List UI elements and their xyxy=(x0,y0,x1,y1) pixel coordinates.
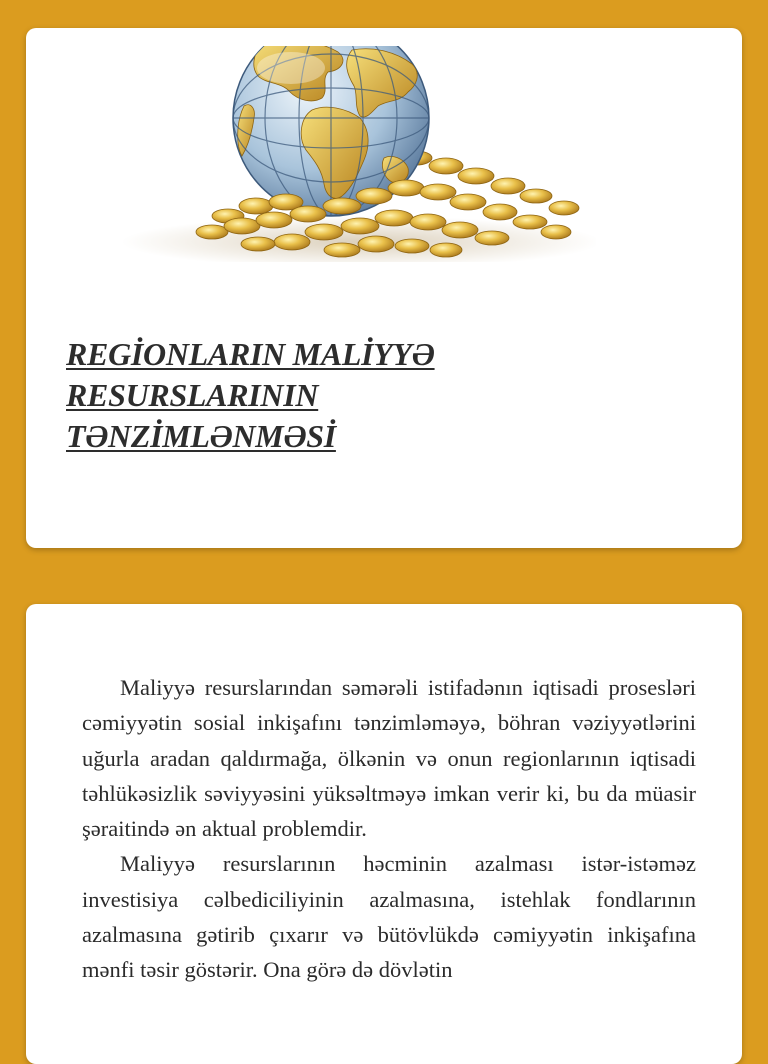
title-line-1: REGİONLARIN MALİYYƏ xyxy=(66,336,435,372)
paragraph-1: Maliyyə resurslarından səmərəli istifadənın iqtisadi prosesləri cəmiyyətin sosial inkişafını tənzimləməyə, böhran vəziyyətlərini uğurla aradan qaldırmağa, ölkənin və onun regionlarının iqtisadi təhlükəsizlik səviyyəsini yüksəltməyə imkan verir ki, bu da müasir şəraitində ən aktual problemdir. xyxy=(82,675,696,842)
title-line-2: RESURSLARININ xyxy=(66,377,319,413)
paragraph-2: Maliyyə resurslarının həcminin azalması istər-istəməz investisiya cəlbediciliyinin azalmasına, istehlak fondlarının azalmasına gətirib çıxarır və bütövlükdə cəmiyyətin inkişafına mənfi təsir göstərir. Ona görə də dövlətin xyxy=(82,851,696,983)
slide-title xyxy=(66,334,626,457)
slide-body xyxy=(82,670,696,988)
globe-on-gold-coins-icon xyxy=(116,46,596,262)
title-line-3: TƏNZİMLƏNMƏSİ xyxy=(66,418,336,454)
text-slide xyxy=(26,604,742,1064)
title-slide xyxy=(26,28,742,548)
